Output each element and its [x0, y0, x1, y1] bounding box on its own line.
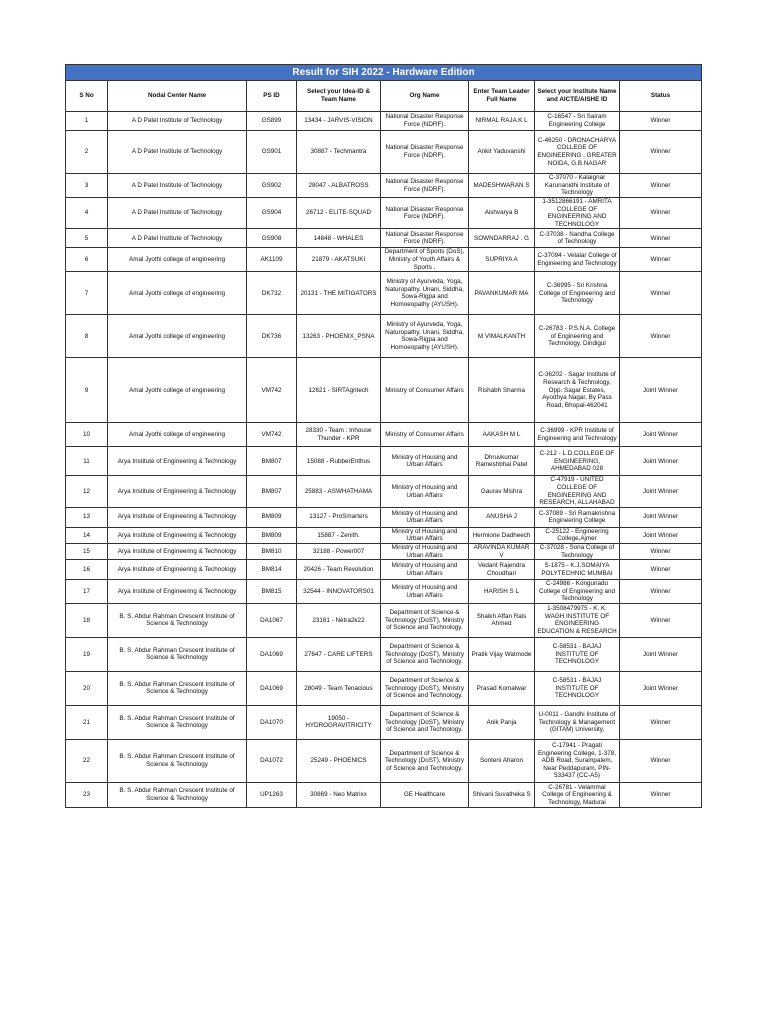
cell-col-status: Winner — [620, 739, 702, 782]
cell-col-status: Winner — [620, 131, 702, 174]
cell-col-sno: 11 — [66, 447, 108, 476]
cell-col-org-name: Ministry of Consumer Affairs — [381, 423, 469, 447]
cell-col-sno: 16 — [66, 560, 108, 580]
cell-col-team-leader: Aishvarya B — [469, 198, 535, 229]
table-row — [66, 476, 702, 507]
cell-col-sno: 4 — [66, 198, 108, 229]
cell-col-institute: U-0011 - Gandhi Institute of Technology & Management (GITAM) University, — [535, 705, 620, 739]
cell-col-status: Joint Winner — [620, 423, 702, 447]
cell-col-team-leader: HARISH S L — [469, 580, 535, 604]
table-row — [66, 229, 702, 248]
cell-col-ps-id: VM742 — [247, 423, 297, 447]
cell-col-status: Winner — [620, 705, 702, 739]
cell-col-nodal-center: Arya Institute of Engineering & Technology — [108, 543, 247, 559]
cell-col-nodal-center: Amal Jyothi college of engineering — [108, 315, 247, 358]
cell-col-team-leader: Dhruvkumar Rameshbhai Patel — [469, 447, 535, 476]
table-row — [66, 507, 702, 527]
cell-col-status: Winner — [620, 198, 702, 229]
cell-col-nodal-center: B. S. Abdur Rahman Crescent Institute of Science & Technology — [108, 637, 247, 671]
cell-col-ps-id: GS901 — [247, 131, 297, 174]
table-row — [66, 739, 702, 782]
cell-col-org-name: Department of Science & Technology (DoST), Ministry of Science and Technology. — [381, 705, 469, 739]
cell-col-ps-id: BM814 — [247, 560, 297, 580]
cell-col-ps-id: BM809 — [247, 507, 297, 527]
table-row — [66, 637, 702, 671]
table-row — [66, 272, 702, 315]
cell-col-org-name: National Disaster Response Force (NDRF). — [381, 174, 469, 198]
table-row — [66, 248, 702, 272]
cell-col-idea-team: 13127 - ProSmarters — [297, 507, 381, 527]
table-row — [66, 315, 702, 358]
cell-col-ps-id: DK736 — [247, 315, 297, 358]
cell-col-idea-team: 26712 - ELITE-SQUAD — [297, 198, 381, 229]
cell-col-org-name: Department of Science & Technology (DoST), Ministry of Science and Technology. — [381, 739, 469, 782]
cell-col-idea-team: 30887 - Techmantra — [297, 131, 381, 174]
cell-col-nodal-center: B. S. Abdur Rahman Crescent Institute of Science & Technology — [108, 671, 247, 705]
cell-col-team-leader: SUPRIYA A — [469, 248, 535, 272]
cell-col-nodal-center: Arya Institute of Engineering & Technology — [108, 527, 247, 543]
cell-col-sno: 12 — [66, 476, 108, 507]
cell-col-sno: 1 — [66, 112, 108, 131]
cell-col-org-name: Ministry of Housing and Urban Affairs — [381, 507, 469, 527]
cell-col-idea-team: 32188 - Power007 — [297, 543, 381, 559]
cell-col-org-name: National Disaster Response Force (NDRF). — [381, 112, 469, 131]
cell-col-idea-team: 13434 - JARVIS-VISION — [297, 112, 381, 131]
cell-col-institute: C-26783 - P.S.N.A. College of Engineering and Technology, Dindigul — [535, 315, 620, 358]
cell-col-sno: 7 — [66, 272, 108, 315]
cell-col-nodal-center: A D Patel Institute of Technology — [108, 174, 247, 198]
cell-col-org-name: Ministry of Housing and Urban Affairs — [381, 476, 469, 507]
cell-col-team-leader: Anik Panja — [469, 705, 535, 739]
cell-col-idea-team: 20131 - THE MITIGATORS — [297, 272, 381, 315]
cell-col-institute: 1-3508479975 - K. K. WAGH INSTITUTE OF ENGINEERING EDUCATION & RESEARCH — [535, 603, 620, 637]
cell-col-status: Winner — [620, 603, 702, 637]
column-header-row — [66, 81, 702, 112]
cell-col-org-name: Ministry of Housing and Urban Affairs — [381, 527, 469, 543]
cell-col-status: Winner — [620, 543, 702, 559]
cell-col-institute: C-58531 - BAJAJ INSTITUTE OF TECHNOLOGY — [535, 637, 620, 671]
cell-col-nodal-center: B. S. Abdur Rahman Crescent Institute of Science & Technology — [108, 739, 247, 782]
cell-col-team-leader: Prasad Komalwar — [469, 671, 535, 705]
header-col-institute: Select your Institute Name and AICTE/AISHE ID — [535, 81, 620, 112]
cell-col-institute: C-37028 - Sona College of Technology — [535, 543, 620, 559]
cell-col-nodal-center: Amal Jyothi college of engineering — [108, 272, 247, 315]
cell-col-org-name: Department of Science & Technology (DoST), Ministry of Science and Technology. — [381, 671, 469, 705]
results-table — [65, 64, 702, 808]
header-col-team-leader: Enter Team Leader Full Name — [469, 81, 535, 112]
cell-col-idea-team: 20426 - Team Revolution — [297, 560, 381, 580]
cell-col-idea-team: 15887 - Zenith. — [297, 527, 381, 543]
cell-col-org-name: Ministry of Housing and Urban Affairs — [381, 543, 469, 559]
cell-col-team-leader: Ankit Yaduvanshi — [469, 131, 535, 174]
cell-col-nodal-center: A D Patel Institute of Technology — [108, 112, 247, 131]
cell-col-nodal-center: Arya Institute of Engineering & Technology — [108, 447, 247, 476]
cell-col-sno: 15 — [66, 543, 108, 559]
cell-col-institute: C-37089 - Sri Ramakrishna Engineering College — [535, 507, 620, 527]
cell-col-team-leader: Rishabh Sharma — [469, 358, 535, 423]
table-row — [66, 527, 702, 543]
cell-col-team-leader: Gaurav Mishra — [469, 476, 535, 507]
cell-col-institute: C-46250 - DRONACHARYA COLLEGE OF ENGINEERING , GREATER NOIDA, G.B.NAGAR — [535, 131, 620, 174]
cell-col-institute: C-24986 - Kongunadu College of Engineering and Technology — [535, 580, 620, 604]
table-row — [66, 198, 702, 229]
cell-col-idea-team: 25249 - PHOENICS — [297, 739, 381, 782]
cell-col-institute: C-36995 - Sri Krishna College of Engineering and Technology — [535, 272, 620, 315]
cell-col-status: Winner — [620, 272, 702, 315]
cell-col-org-name: Department of Science & Technology (DoST), Ministry of Science and Technology. — [381, 603, 469, 637]
cell-col-ps-id: BM807 — [247, 476, 297, 507]
cell-col-status: Winner — [620, 229, 702, 248]
cell-col-team-leader: Sonteni Aharon — [469, 739, 535, 782]
cell-col-idea-team: 27647 - CARE LIFTERS — [297, 637, 381, 671]
cell-col-institute: S-1875 - K.J.SOMAIYA POLYTECHNIC MUMBAI — [535, 560, 620, 580]
table-row — [66, 603, 702, 637]
cell-col-ps-id: BM807 — [247, 447, 297, 476]
table-row — [66, 358, 702, 423]
cell-col-sno: 5 — [66, 229, 108, 248]
cell-col-ps-id: VM742 — [247, 358, 297, 423]
table-row — [66, 112, 702, 131]
cell-col-sno: 18 — [66, 603, 108, 637]
cell-col-org-name: Ministry of Housing and Urban Affairs — [381, 447, 469, 476]
cell-col-idea-team: 25883 - ASWHATHAMA — [297, 476, 381, 507]
cell-col-institute: C-47919 - UNITED COLLEGE OF ENGINEERING AND RESEARCH, ALLAHABAD — [535, 476, 620, 507]
cell-col-sno: 9 — [66, 358, 108, 423]
table-row — [66, 131, 702, 174]
table-title: Result for SIH 2022 - Hardware Edition — [66, 65, 702, 81]
cell-col-nodal-center: Amal Jyothi college of engineering — [108, 423, 247, 447]
cell-col-nodal-center: B. S. Abdur Rahman Crescent Institute of Science & Technology — [108, 705, 247, 739]
cell-col-idea-team: 28049 - Team Tenacious — [297, 671, 381, 705]
cell-col-nodal-center: Amal Jyothi college of engineering — [108, 358, 247, 423]
cell-col-status: Joint Winner — [620, 476, 702, 507]
cell-col-status: Winner — [620, 580, 702, 604]
cell-col-nodal-center: A D Patel Institute of Technology — [108, 229, 247, 248]
cell-col-status: Joint Winner — [620, 358, 702, 423]
cell-col-institute: 1-3512866191 - AMRITA COLLEGE OF ENGINEERING AND TECHNOLOGY — [535, 198, 620, 229]
cell-col-org-name: Department of Science & Technology (DoST), Ministry of Science and Technology. — [381, 637, 469, 671]
cell-col-team-leader: Pratik Vijay Watmode — [469, 637, 535, 671]
cell-col-idea-team: 19050 - HYDROGRAVITRICITY — [297, 705, 381, 739]
header-col-idea-team: Select your Idea-ID & Team Name — [297, 81, 381, 112]
cell-col-ps-id: BM809 — [247, 527, 297, 543]
cell-col-ps-id: BM810 — [247, 543, 297, 559]
cell-col-institute: C-37070 - Kalaignar Karunanidhi Institute of Technology — [535, 174, 620, 198]
cell-col-status: Joint Winner — [620, 671, 702, 705]
cell-col-nodal-center: Arya Institute of Engineering & Technology — [108, 580, 247, 604]
cell-col-nodal-center: A D Patel Institute of Technology — [108, 198, 247, 229]
cell-col-status: Joint Winner — [620, 507, 702, 527]
cell-col-sno: 14 — [66, 527, 108, 543]
cell-col-status: Winner — [620, 315, 702, 358]
cell-col-institute: C-58531 - BAJAJ INSTITUTE OF TECHNOLOGY — [535, 671, 620, 705]
cell-col-org-name: Department of Sports (DoS), Ministry of Youth Affairs & Sports . — [381, 248, 469, 272]
cell-col-ps-id: DK732 — [247, 272, 297, 315]
cell-col-org-name: Ministry of Ayurveda, Yoga, Naturopathy, Unani, Siddha, Sowa-Rigpa and Homoeopathy (AYUSH). — [381, 272, 469, 315]
table-row — [66, 782, 702, 807]
table-row — [66, 560, 702, 580]
cell-col-sno: 2 — [66, 131, 108, 174]
table-row — [66, 580, 702, 604]
table-row — [66, 543, 702, 559]
cell-col-idea-team: 28047 - ALBATROSS — [297, 174, 381, 198]
table-row — [66, 671, 702, 705]
cell-col-idea-team: 12621 - SIRTAgritech — [297, 358, 381, 423]
cell-col-idea-team: 14848 - WHALES — [297, 229, 381, 248]
cell-col-team-leader: Shaikh Affan Rais Ahmed — [469, 603, 535, 637]
cell-col-nodal-center: B. S. Abdur Rahman Crescent Institute of Science & Technology — [108, 782, 247, 807]
table-row — [66, 423, 702, 447]
cell-col-team-leader: M VIMALKANTH — [469, 315, 535, 358]
cell-col-institute: C-26781 - Velammal College of Engineering & Technology, Madurai — [535, 782, 620, 807]
cell-col-org-name: National Disaster Response Force (NDRF). — [381, 229, 469, 248]
cell-col-nodal-center: Arya Institute of Engineering & Technology — [108, 476, 247, 507]
cell-col-ps-id: DA1069 — [247, 637, 297, 671]
cell-col-org-name: GE Healthcare — [381, 782, 469, 807]
cell-col-sno: 3 — [66, 174, 108, 198]
table-row — [66, 174, 702, 198]
cell-col-team-leader: SOWNDARRAJ . G — [469, 229, 535, 248]
cell-col-nodal-center: Amal Jyothi college of engineering — [108, 248, 247, 272]
cell-col-sno: 19 — [66, 637, 108, 671]
header-col-nodal-center: Nodal Center Name — [108, 81, 247, 112]
cell-col-team-leader: ANUSHA J — [469, 507, 535, 527]
cell-col-sno: 8 — [66, 315, 108, 358]
cell-col-team-leader: Hermione Dadheech — [469, 527, 535, 543]
cell-col-team-leader: PAVANKUMAR MA — [469, 272, 535, 315]
cell-col-team-leader: Shivani Suvatheka S — [469, 782, 535, 807]
cell-col-ps-id: UP1263 — [247, 782, 297, 807]
table-row — [66, 447, 702, 476]
cell-col-idea-team: 13263 - PHOENIX_PSNA — [297, 315, 381, 358]
cell-col-ps-id: DA1072 — [247, 739, 297, 782]
table-row — [66, 705, 702, 739]
cell-col-sno: 6 — [66, 248, 108, 272]
table-body — [66, 112, 702, 808]
cell-col-team-leader: Vedant Rajendra Choudhari — [469, 560, 535, 580]
cell-col-team-leader: ARAVINDA KUMAR V — [469, 543, 535, 559]
cell-col-nodal-center: Arya Institute of Engineering & Technology — [108, 560, 247, 580]
cell-col-idea-team: 32544 - INNOVATORS01 — [297, 580, 381, 604]
cell-col-institute: C-17941 - Pragati Engineering College, 1-378, ADB Road, Surampalem, Near Peddapuram, PIN-533437 (CC-A5) — [535, 739, 620, 782]
cell-col-team-leader: AAKASH M L — [469, 423, 535, 447]
results-sheet — [65, 64, 701, 808]
cell-col-sno: 23 — [66, 782, 108, 807]
cell-col-org-name: Ministry of Ayurveda, Yoga, Naturopathy, Unani, Siddha, Sowa-Rigpa and Homoeopathy (AYUSH). — [381, 315, 469, 358]
cell-col-org-name: National Disaster Response Force (NDRF). — [381, 198, 469, 229]
cell-col-nodal-center: Arya Institute of Engineering & Technology — [108, 507, 247, 527]
cell-col-status: Winner — [620, 174, 702, 198]
cell-col-ps-id: DA1069 — [247, 671, 297, 705]
cell-col-idea-team: 30869 - Neo Matrixx — [297, 782, 381, 807]
cell-col-org-name: Ministry of Housing and Urban Affairs — [381, 580, 469, 604]
cell-col-idea-team: 15088 - RubberEnthus — [297, 447, 381, 476]
cell-col-idea-team: 28330 - Team : Inhouse Thunder - KPR — [297, 423, 381, 447]
header-col-status: Status — [620, 81, 702, 112]
cell-col-team-leader: NIRMAL RAJA K L — [469, 112, 535, 131]
cell-col-institute: C-37038 - Nandha College of Technology — [535, 229, 620, 248]
cell-col-institute: C-37094 - Velalar College of Engineering and Technology — [535, 248, 620, 272]
cell-col-status: Joint Winner — [620, 527, 702, 543]
cell-col-status: Winner — [620, 248, 702, 272]
cell-col-status: Winner — [620, 112, 702, 131]
cell-col-ps-id: GS908 — [247, 229, 297, 248]
cell-col-sno: 20 — [66, 671, 108, 705]
cell-col-org-name: National Disaster Response Force (NDRF). — [381, 131, 469, 174]
cell-col-institute: C-212 - L.D.COLLEGE OF ENGINEERING, AHMEDABAD 028 — [535, 447, 620, 476]
header-col-sno: S No — [66, 81, 108, 112]
cell-col-status: Winner — [620, 782, 702, 807]
cell-col-org-name: Ministry of Consumer Affairs — [381, 358, 469, 423]
cell-col-sno: 13 — [66, 507, 108, 527]
cell-col-org-name: Ministry of Housing and Urban Affairs — [381, 560, 469, 580]
cell-col-ps-id: DA1070 — [247, 705, 297, 739]
cell-col-institute: C-36999 - KPR Institute of Engineering and Technology — [535, 423, 620, 447]
cell-col-nodal-center: A D Patel Institute of Technology — [108, 131, 247, 174]
cell-col-ps-id: AK1109 — [247, 248, 297, 272]
cell-col-nodal-center: B. S. Abdur Rahman Crescent Institute of Science & Technology — [108, 603, 247, 637]
cell-col-idea-team: 23161 - Netra2k22 — [297, 603, 381, 637]
cell-col-status: Joint Winner — [620, 447, 702, 476]
cell-col-institute: C-16547 - Sri Sairam Engineering College — [535, 112, 620, 131]
header-col-ps-id: PS ID — [247, 81, 297, 112]
cell-col-institute: C-25122 - Engineering College,Ajmer — [535, 527, 620, 543]
cell-col-status: Joint Winner — [620, 637, 702, 671]
cell-col-ps-id: GS904 — [247, 198, 297, 229]
cell-col-status: Winner — [620, 560, 702, 580]
cell-col-institute: C-36202 - Sagar Institute of Research & Technology, Opp. Sagar Estates, Ayodhya Nagar, By Pass Road, Bhopal-462041 — [535, 358, 620, 423]
cell-col-ps-id: GS902 — [247, 174, 297, 198]
cell-col-team-leader: MADESHWARAN S — [469, 174, 535, 198]
header-col-org-name: Org Name — [381, 81, 469, 112]
cell-col-sno: 17 — [66, 580, 108, 604]
cell-col-ps-id: DA1067 — [247, 603, 297, 637]
cell-col-ps-id: BM815 — [247, 580, 297, 604]
cell-col-sno: 10 — [66, 423, 108, 447]
cell-col-idea-team: 21879 - AKATSUKI — [297, 248, 381, 272]
cell-col-sno: 21 — [66, 705, 108, 739]
cell-col-sno: 22 — [66, 739, 108, 782]
cell-col-ps-id: GS899 — [247, 112, 297, 131]
